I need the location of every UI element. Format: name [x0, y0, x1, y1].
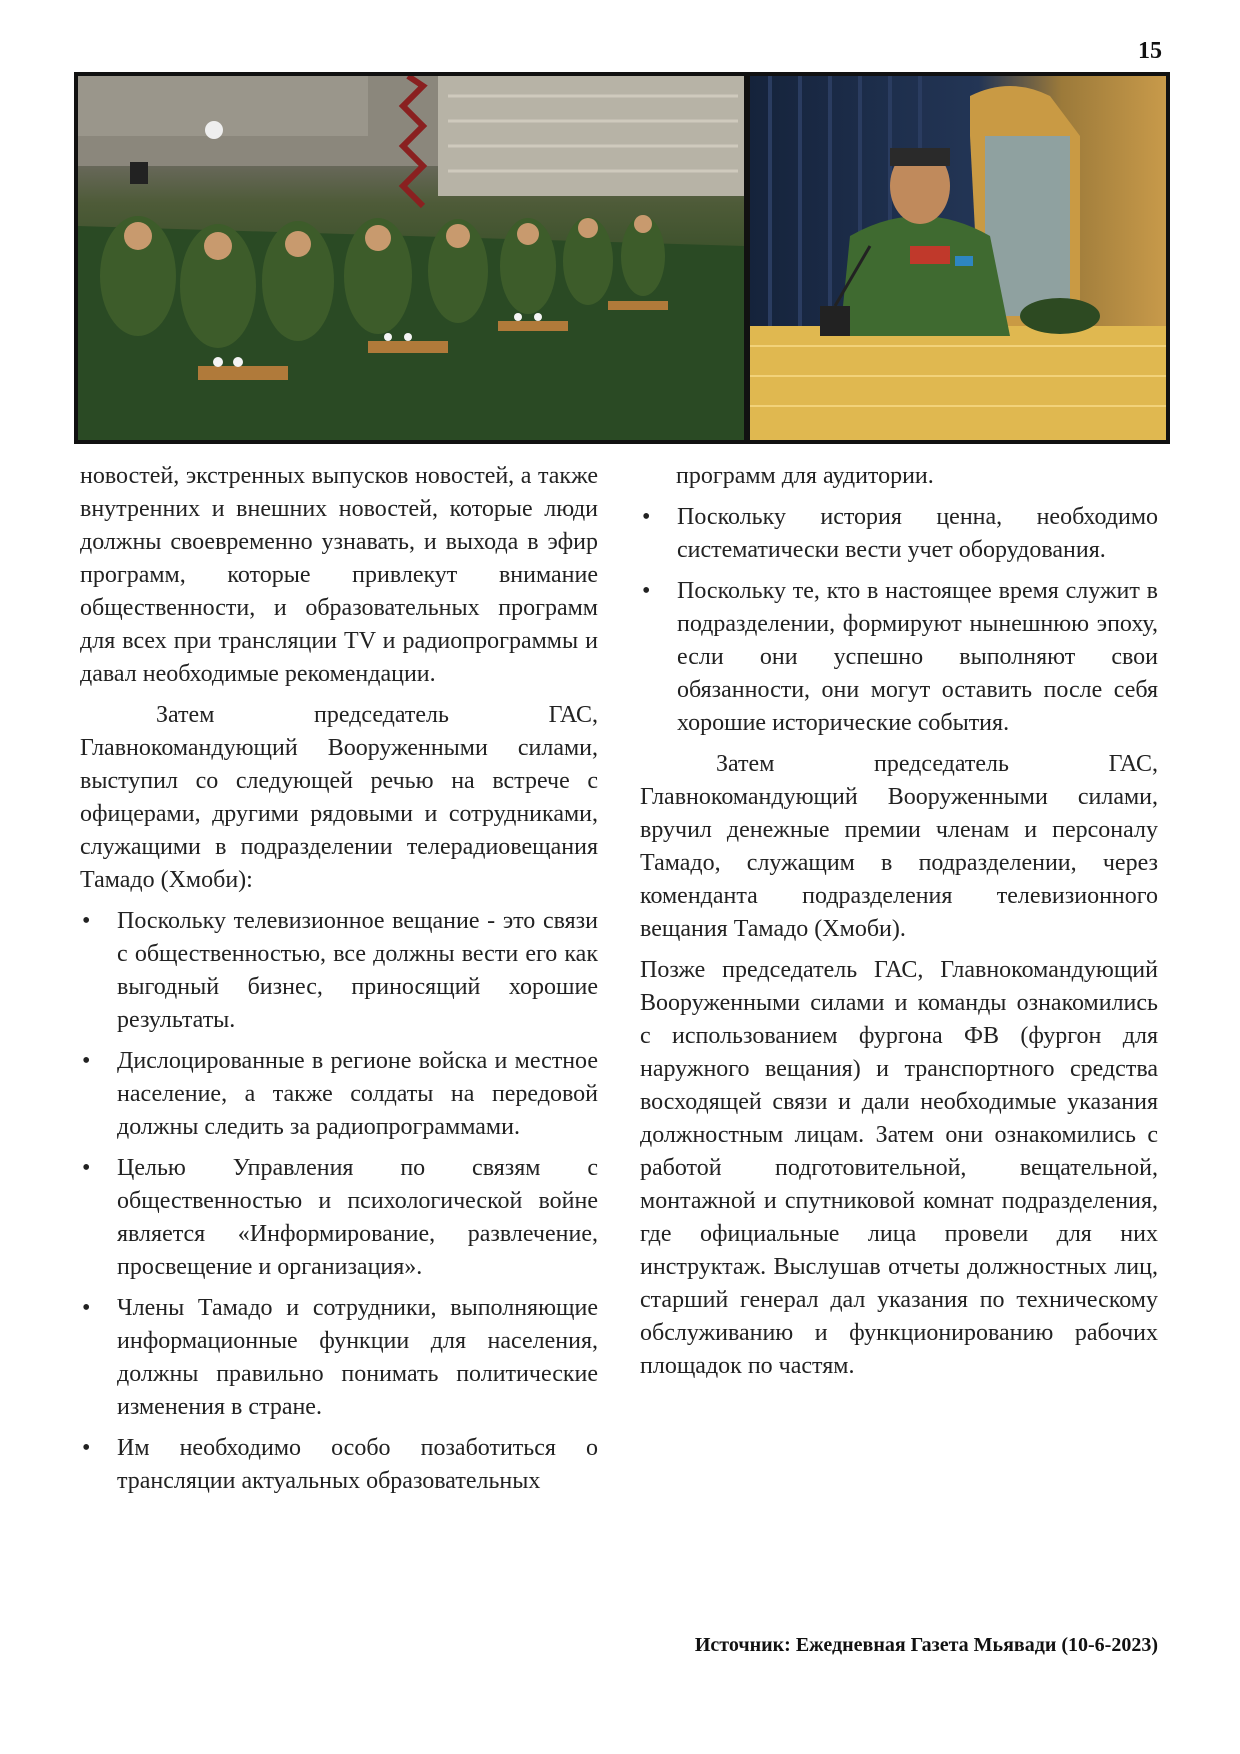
page-number: 15 [1138, 38, 1162, 64]
list-item: • Поскольку история ценна, необходимо систематически вести учет оборудования. [640, 501, 1158, 567]
right-column [640, 460, 1158, 1391]
bullet-icon: • [82, 1155, 91, 1181]
left-paragraph-1: новостей, экстренных выпусков новостей, а также внутренних и внешних новостей, которые люди должны своевременно узнавать, и выхода в эфир программ, которые привлекут внимание общественности, и образовательных программ для всех при трансляции TV и радиопрограммы и давал необходимые рекомендации. [80, 463, 598, 687]
bullet-icon: • [82, 908, 91, 934]
left-bullet-list [80, 905, 598, 1498]
right-paragraph-1: Затем председатель ГАС, Главнокомандующий Вооруженными силами, вручил денежные премии членам и персоналу Тамадо, служащим в подразделении, через коменданта подразделения телевизионного вещания Тамадо (Хмоби). [640, 751, 1158, 942]
bullet-icon: • [642, 578, 651, 604]
bullet-icon: • [82, 1048, 91, 1074]
bullet-icon: • [642, 504, 651, 530]
bullet-icon: • [82, 1435, 91, 1461]
list-item: • Целью Управления по связям с общественностью и психологической войне является «Информирование, развлечение, просвещение и организация». [80, 1152, 598, 1284]
left-column [80, 460, 598, 1506]
list-item: • Члены Тамадо и сотрудники, выполняющие информационные функции для населения, должны правильно понимать политические изменения в стране. [80, 1292, 598, 1424]
source-citation: Источник: Ежедневная Газета Мьявади (10-6-2023) [694, 1634, 1158, 1656]
list-item: • Им необходимо особо позаботиться о трансляции актуальных образовательных [80, 1432, 598, 1498]
photo-frame [74, 72, 1170, 444]
left-paragraph-2: Затем председатель ГАС, Главнокомандующий Вооруженными силами, выступил со следующей речью на встрече с офицерами, другими рядовыми и сотрудниками, служащими в подразделении телерадиовещания Тамадо (Хмоби): [80, 702, 598, 893]
photo-audience-icon [78, 76, 744, 440]
bullet-icon: • [82, 1295, 91, 1321]
list-item: • Поскольку телевизионное вещание - это связи с общественностью, все должны вести его как выгодный бизнес, приносящий хорошие результаты. [80, 905, 598, 1037]
right-paragraph-2: Позже председатель ГАС, Главнокомандующий Вооруженными силами и команды ознакомились с использованием фургона ФВ (фургон для наружного вещания) и транспортного средства восходящей связи и дали необходимые указания должностным лицам. Затем они ознакомились с работой подготовительной, вещательной, монтажной и спутниковой комнат подразделения, где официальные лица провели для них инструктаж. Выслушав отчеты должностных лиц, старший генерал дал указания по техническому обслуживанию и функционированию рабочих площадок по частям. [640, 957, 1158, 1379]
right-continuation: программ для аудитории. [676, 463, 934, 489]
list-item: • Поскольку те, кто в настоящее время служит в подразделении, формируют нынешнюю эпоху, если они успешно выполняют свои обязанности, они могут оставить после себя хорошие исторические события. [640, 575, 1158, 740]
photo-speaker-icon [750, 76, 1166, 440]
list-item: • Дислоцированные в регионе войска и местное население, а также солдаты на передовой должны следить за радиопрограммами. [80, 1045, 598, 1144]
right-bullet-list [640, 501, 1158, 740]
